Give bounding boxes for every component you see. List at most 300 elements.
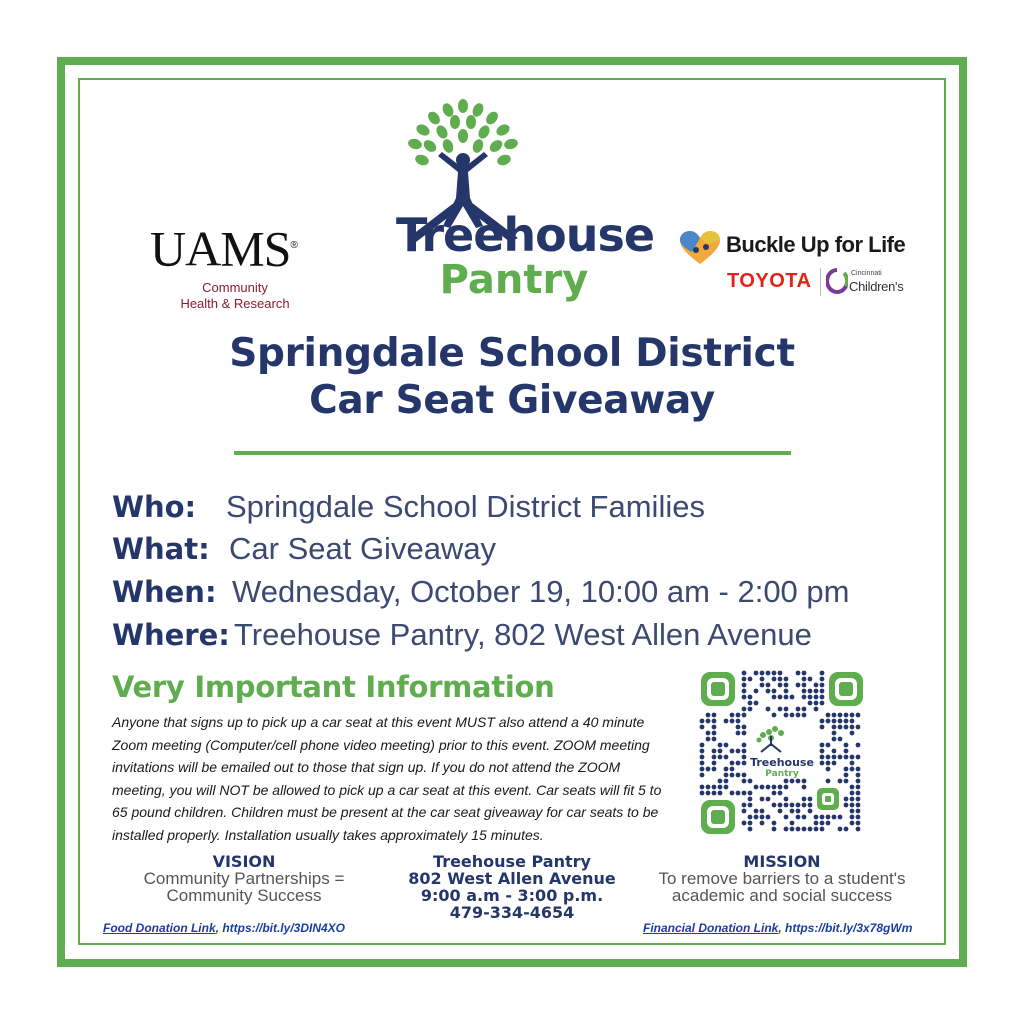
qr-module bbox=[844, 803, 849, 808]
qr-module bbox=[742, 779, 747, 784]
qr-module bbox=[784, 779, 789, 784]
qr-module bbox=[784, 677, 789, 682]
qr-module bbox=[730, 719, 735, 724]
qr-module bbox=[718, 755, 723, 760]
qr-module bbox=[808, 827, 813, 832]
qr-module bbox=[700, 719, 705, 724]
qr-module bbox=[850, 767, 855, 772]
mission-heading: MISSION bbox=[743, 852, 821, 871]
qr-module bbox=[742, 731, 747, 736]
qr-module bbox=[712, 725, 717, 730]
qr-module bbox=[826, 779, 831, 784]
qr-module bbox=[856, 773, 861, 778]
qr-module bbox=[742, 749, 747, 754]
qr-module bbox=[814, 701, 819, 706]
qr-module bbox=[814, 695, 819, 700]
qr-module bbox=[808, 803, 813, 808]
important-line: invitations will be emailed out to those that sign up. If you do not attend the ZOOM bbox=[112, 759, 621, 776]
qr-module bbox=[826, 719, 831, 724]
qr-module bbox=[802, 785, 807, 790]
qr-module bbox=[772, 827, 777, 832]
qr-module bbox=[784, 803, 789, 808]
qr-module bbox=[712, 719, 717, 724]
qr-module bbox=[742, 695, 747, 700]
qr-module bbox=[796, 809, 801, 814]
qr-module bbox=[826, 755, 831, 760]
qr-module bbox=[742, 755, 747, 760]
qr-module bbox=[802, 671, 807, 676]
qr-module bbox=[742, 707, 747, 712]
qr-module bbox=[856, 785, 861, 790]
qr-module bbox=[760, 797, 765, 802]
qr-module bbox=[808, 677, 813, 682]
qr-module bbox=[712, 785, 717, 790]
qr-module bbox=[730, 773, 735, 778]
uams-subtitle bbox=[150, 280, 320, 312]
qr-module bbox=[748, 791, 753, 796]
detail-value: Car Seat Giveaway bbox=[229, 531, 497, 566]
important-line: Zoom meeting (Computer/cell phone video meeting) prior to this event. ZOOM meeting bbox=[112, 736, 650, 753]
qr-module bbox=[748, 677, 753, 682]
qr-module bbox=[844, 713, 849, 718]
qr-module bbox=[700, 767, 705, 772]
qr-module bbox=[748, 695, 753, 700]
qr-module bbox=[850, 821, 855, 826]
qr-module bbox=[814, 815, 819, 820]
qr-module bbox=[832, 815, 837, 820]
qr-module bbox=[856, 713, 861, 718]
qr-module bbox=[724, 755, 729, 760]
qr-module bbox=[742, 773, 747, 778]
buckle-up-title: Buckle Up for Life bbox=[726, 232, 906, 257]
qr-module bbox=[832, 755, 837, 760]
detail-label: What: bbox=[112, 532, 210, 566]
qr-module bbox=[784, 797, 789, 802]
qr-module bbox=[778, 791, 783, 796]
qr-module bbox=[790, 695, 795, 700]
qr-module bbox=[808, 689, 813, 694]
qr-module bbox=[832, 737, 837, 742]
qr-module bbox=[742, 677, 747, 682]
qr-module bbox=[856, 767, 861, 772]
qr-module bbox=[796, 779, 801, 784]
qr-module bbox=[838, 713, 843, 718]
qr-module bbox=[778, 677, 783, 682]
qr-module bbox=[712, 791, 717, 796]
food-donation-url[interactable]: , https://bit.ly/3DIN4XO bbox=[215, 921, 346, 935]
qr-module bbox=[784, 713, 789, 718]
qr-module bbox=[700, 785, 705, 790]
qr-module bbox=[790, 827, 795, 832]
qr-module bbox=[820, 755, 825, 760]
qr-module bbox=[736, 773, 741, 778]
qr-module bbox=[796, 683, 801, 688]
qr-module bbox=[736, 761, 741, 766]
detail-label: Who: bbox=[112, 490, 197, 524]
qr-module bbox=[820, 683, 825, 688]
qr-module bbox=[850, 731, 855, 736]
qr-module bbox=[778, 683, 783, 688]
qr-module bbox=[748, 797, 753, 802]
qr-module bbox=[802, 803, 807, 808]
important-line: 65 pound children. Children must be present at the car seat giveaway for car seats to be bbox=[112, 804, 659, 821]
qr-module bbox=[706, 785, 711, 790]
important-body bbox=[112, 711, 687, 847]
qr-module bbox=[712, 737, 717, 742]
important-line: installed properly. Installation usually takes approximately 15 minutes. bbox=[112, 826, 544, 843]
qr-module bbox=[784, 785, 789, 790]
qr-module bbox=[832, 713, 837, 718]
cincinnati-label: Cincinnati bbox=[851, 270, 882, 277]
qr-module bbox=[820, 749, 825, 754]
qr-module bbox=[790, 809, 795, 814]
qr-module bbox=[784, 689, 789, 694]
qr-module bbox=[772, 671, 777, 676]
qr-module bbox=[760, 671, 765, 676]
qr-module bbox=[826, 713, 831, 718]
detail-row-where bbox=[112, 617, 812, 653]
important-line: meeting, you will NOT be allowed to pick up a car seat at this event. Car seats will fit 5 to bbox=[112, 781, 662, 798]
qr-module bbox=[808, 701, 813, 706]
qr-module bbox=[832, 719, 837, 724]
qr-module bbox=[850, 785, 855, 790]
qr-module bbox=[712, 755, 717, 760]
important-line: Anyone that signs up to pick up a car seat at this event MUST also attend a 40 minute bbox=[112, 714, 645, 730]
qr-label-pantry: Pantry bbox=[765, 769, 799, 779]
buckle-up-heart-icon bbox=[678, 230, 722, 266]
qr-module bbox=[742, 671, 747, 676]
qr-module bbox=[796, 671, 801, 676]
qr-module bbox=[766, 689, 771, 694]
qr-module bbox=[796, 707, 801, 712]
qr-module bbox=[844, 827, 849, 832]
qr-module bbox=[784, 815, 789, 820]
qr-module bbox=[700, 755, 705, 760]
qr-module bbox=[796, 803, 801, 808]
financial-donation-link[interactable] bbox=[643, 921, 912, 935]
qr-module bbox=[844, 749, 849, 754]
vision-line1: Community Partnerships = bbox=[143, 869, 345, 888]
qr-module bbox=[748, 707, 753, 712]
pantry-phone: 479-334-4654 bbox=[449, 903, 575, 922]
qr-module bbox=[718, 743, 723, 748]
qr-module bbox=[760, 815, 765, 820]
vision-block bbox=[128, 853, 360, 904]
qr-module bbox=[772, 803, 777, 808]
qr-module bbox=[784, 707, 789, 712]
qr-module bbox=[778, 695, 783, 700]
qr-module bbox=[814, 689, 819, 694]
uams-logo bbox=[150, 218, 320, 277]
qr-module bbox=[754, 689, 759, 694]
qr-module bbox=[778, 671, 783, 676]
qr-module bbox=[724, 779, 729, 784]
qr-module bbox=[712, 713, 717, 718]
qr-module bbox=[856, 791, 861, 796]
qr-module bbox=[748, 821, 753, 826]
qr-module bbox=[802, 683, 807, 688]
qr-module bbox=[742, 809, 747, 814]
title-divider bbox=[234, 451, 791, 455]
qr-module bbox=[826, 767, 831, 772]
qr-module bbox=[844, 797, 849, 802]
qr-module bbox=[760, 785, 765, 790]
title-line2: Car Seat Giveaway bbox=[309, 378, 715, 423]
qr-module bbox=[802, 815, 807, 820]
qr-module bbox=[802, 677, 807, 682]
qr-module bbox=[736, 719, 741, 724]
qr-module bbox=[748, 803, 753, 808]
qr-module bbox=[724, 773, 729, 778]
qr-module bbox=[796, 827, 801, 832]
qr-module bbox=[718, 785, 723, 790]
qr-module bbox=[748, 827, 753, 832]
qr-module bbox=[820, 743, 825, 748]
qr-module bbox=[850, 713, 855, 718]
qr-module bbox=[724, 719, 729, 724]
qr-module bbox=[736, 791, 741, 796]
qr-module bbox=[706, 791, 711, 796]
qr-module bbox=[820, 761, 825, 766]
qr-module bbox=[802, 689, 807, 694]
qr-module bbox=[760, 821, 765, 826]
qr-module bbox=[778, 803, 783, 808]
qr-module bbox=[790, 779, 795, 784]
qr-module bbox=[790, 803, 795, 808]
qr-module bbox=[856, 779, 861, 784]
qr-module bbox=[844, 755, 849, 760]
qr-module bbox=[856, 827, 861, 832]
qr-module bbox=[796, 713, 801, 718]
qr-module bbox=[706, 719, 711, 724]
qr-module bbox=[742, 713, 747, 718]
qr-module bbox=[754, 809, 759, 814]
qr-module bbox=[772, 695, 777, 700]
qr-module bbox=[766, 815, 771, 820]
qr-module bbox=[766, 671, 771, 676]
food-donation-link[interactable] bbox=[103, 921, 345, 935]
qr-module bbox=[754, 701, 759, 706]
financial-donation-label[interactable]: Financial Donation Link bbox=[643, 921, 779, 935]
qr-module bbox=[814, 707, 819, 712]
qr-module bbox=[730, 767, 735, 772]
qr-module bbox=[826, 821, 831, 826]
vision-line2: Community Success bbox=[166, 886, 322, 905]
qr-module bbox=[808, 797, 813, 802]
qr-module bbox=[838, 815, 843, 820]
qr-module bbox=[820, 815, 825, 820]
qr-module bbox=[742, 689, 747, 694]
qr-module bbox=[784, 827, 789, 832]
qr-module bbox=[802, 713, 807, 718]
qr-module bbox=[832, 731, 837, 736]
qr-module bbox=[724, 743, 729, 748]
qr-module bbox=[844, 767, 849, 772]
food-donation-label[interactable]: Food Donation Link bbox=[103, 921, 216, 935]
mission-block bbox=[638, 853, 926, 904]
qr-module bbox=[760, 809, 765, 814]
qr-module bbox=[766, 785, 771, 790]
qr-module bbox=[850, 761, 855, 766]
qr-module bbox=[778, 785, 783, 790]
important-heading: Very Important Information bbox=[112, 670, 555, 704]
qr-module bbox=[754, 815, 759, 820]
qr-module bbox=[856, 803, 861, 808]
qr-module bbox=[748, 779, 753, 784]
qr-module bbox=[700, 773, 705, 778]
qr-module bbox=[742, 803, 747, 808]
qr-module bbox=[844, 719, 849, 724]
qr-module bbox=[700, 743, 705, 748]
qr-module bbox=[730, 713, 735, 718]
qr-module bbox=[856, 755, 861, 760]
qr-module bbox=[814, 827, 819, 832]
detail-value: Wednesday, October 19, 10:00 am - 2:00 pm bbox=[232, 574, 850, 609]
qr-module bbox=[706, 737, 711, 742]
qr-module bbox=[784, 683, 789, 688]
qr-module bbox=[856, 725, 861, 730]
qr-module bbox=[850, 815, 855, 820]
qr-module bbox=[832, 761, 837, 766]
detail-row-what bbox=[112, 531, 496, 567]
qr-module bbox=[802, 779, 807, 784]
qr-module bbox=[772, 677, 777, 682]
financial-donation-url[interactable]: , https://bit.ly/3x78gWm bbox=[778, 921, 913, 935]
qr-module bbox=[700, 761, 705, 766]
uams-subtitle-line1: Community bbox=[202, 280, 268, 295]
qr-module bbox=[748, 815, 753, 820]
qr-module bbox=[700, 791, 705, 796]
qr-module bbox=[712, 767, 717, 772]
qr-module bbox=[814, 821, 819, 826]
toyota-wordmark: TOYOTA bbox=[727, 270, 812, 292]
vision-heading: VISION bbox=[212, 852, 276, 871]
qr-module bbox=[772, 689, 777, 694]
qr-module bbox=[850, 725, 855, 730]
qr-module bbox=[718, 749, 723, 754]
qr-module bbox=[784, 695, 789, 700]
qr-module bbox=[730, 791, 735, 796]
qr-module bbox=[748, 701, 753, 706]
qr-module bbox=[700, 749, 705, 754]
pantry-hours: 9:00 a.m - 3:00 p.m. bbox=[420, 886, 604, 905]
qr-module bbox=[856, 809, 861, 814]
qr-module bbox=[802, 695, 807, 700]
qr-module bbox=[724, 785, 729, 790]
qr-module bbox=[742, 725, 747, 730]
qr-module bbox=[730, 749, 735, 754]
qr-module bbox=[850, 797, 855, 802]
qr-module bbox=[850, 809, 855, 814]
qr-module bbox=[820, 671, 825, 676]
qr-module bbox=[742, 791, 747, 796]
detail-row-who bbox=[112, 489, 705, 525]
qr-module bbox=[820, 701, 825, 706]
qr-module bbox=[850, 803, 855, 808]
qr-module bbox=[796, 815, 801, 820]
qr-module bbox=[736, 731, 741, 736]
qr-module bbox=[742, 761, 747, 766]
qr-module bbox=[850, 791, 855, 796]
detail-value: Springdale School District Families bbox=[226, 489, 705, 524]
qr-module bbox=[706, 713, 711, 718]
qr-module bbox=[802, 707, 807, 712]
qr-module bbox=[856, 821, 861, 826]
qr-module bbox=[736, 725, 741, 730]
detail-value: Treehouse Pantry, 802 West Allen Avenue bbox=[234, 617, 812, 652]
qr-module bbox=[838, 737, 843, 742]
qr-module bbox=[820, 695, 825, 700]
qr-code[interactable] bbox=[699, 670, 865, 836]
qr-module bbox=[844, 725, 849, 730]
qr-module bbox=[760, 683, 765, 688]
pantry-wordmark: Pantry bbox=[439, 257, 589, 303]
qr-module bbox=[850, 755, 855, 760]
qr-module bbox=[856, 815, 861, 820]
qr-module bbox=[832, 725, 837, 730]
qr-module bbox=[730, 761, 735, 766]
qr-module bbox=[808, 695, 813, 700]
qr-module bbox=[808, 809, 813, 814]
qr-module bbox=[850, 719, 855, 724]
qr-module bbox=[820, 689, 825, 694]
qr-module bbox=[724, 767, 729, 772]
pantry-contact-block bbox=[395, 853, 629, 921]
qr-module bbox=[838, 725, 843, 730]
treehouse-wordmark: Treehouse bbox=[396, 208, 655, 262]
qr-module bbox=[754, 785, 759, 790]
detail-row-when bbox=[112, 574, 849, 610]
qr-module bbox=[718, 779, 723, 784]
pantry-name: Treehouse Pantry bbox=[433, 852, 591, 871]
qr-module bbox=[718, 791, 723, 796]
qr-module bbox=[778, 707, 783, 712]
qr-module bbox=[826, 743, 831, 748]
pantry-address: 802 West Allen Avenue bbox=[408, 869, 616, 888]
qr-module bbox=[844, 779, 849, 784]
page-title bbox=[130, 330, 894, 424]
qr-module bbox=[838, 755, 843, 760]
qr-module bbox=[826, 815, 831, 820]
qr-module bbox=[820, 719, 825, 724]
qr-module bbox=[802, 797, 807, 802]
logo-separator bbox=[820, 268, 821, 296]
qr-module bbox=[802, 827, 807, 832]
qr-module bbox=[826, 761, 831, 766]
qr-module bbox=[742, 821, 747, 826]
qr-module bbox=[766, 707, 771, 712]
qr-module bbox=[814, 683, 819, 688]
qr-module bbox=[754, 671, 759, 676]
qr-module bbox=[706, 731, 711, 736]
qr-module bbox=[700, 725, 705, 730]
qr-module bbox=[712, 731, 717, 736]
qr-module bbox=[772, 785, 777, 790]
qr-module bbox=[766, 797, 771, 802]
qr-module bbox=[820, 821, 825, 826]
qr-module bbox=[736, 749, 741, 754]
qr-module bbox=[832, 749, 837, 754]
qr-module bbox=[820, 677, 825, 682]
qr-label-treehouse: Treehouse bbox=[750, 756, 814, 769]
qr-module bbox=[778, 809, 783, 814]
qr-module bbox=[820, 725, 825, 730]
qr-module bbox=[712, 761, 717, 766]
uams-subtitle-line2: Health & Research bbox=[180, 296, 290, 311]
cincinnati-childrens-icon bbox=[826, 268, 848, 294]
qr-module bbox=[790, 821, 795, 826]
qr-module bbox=[772, 821, 777, 826]
